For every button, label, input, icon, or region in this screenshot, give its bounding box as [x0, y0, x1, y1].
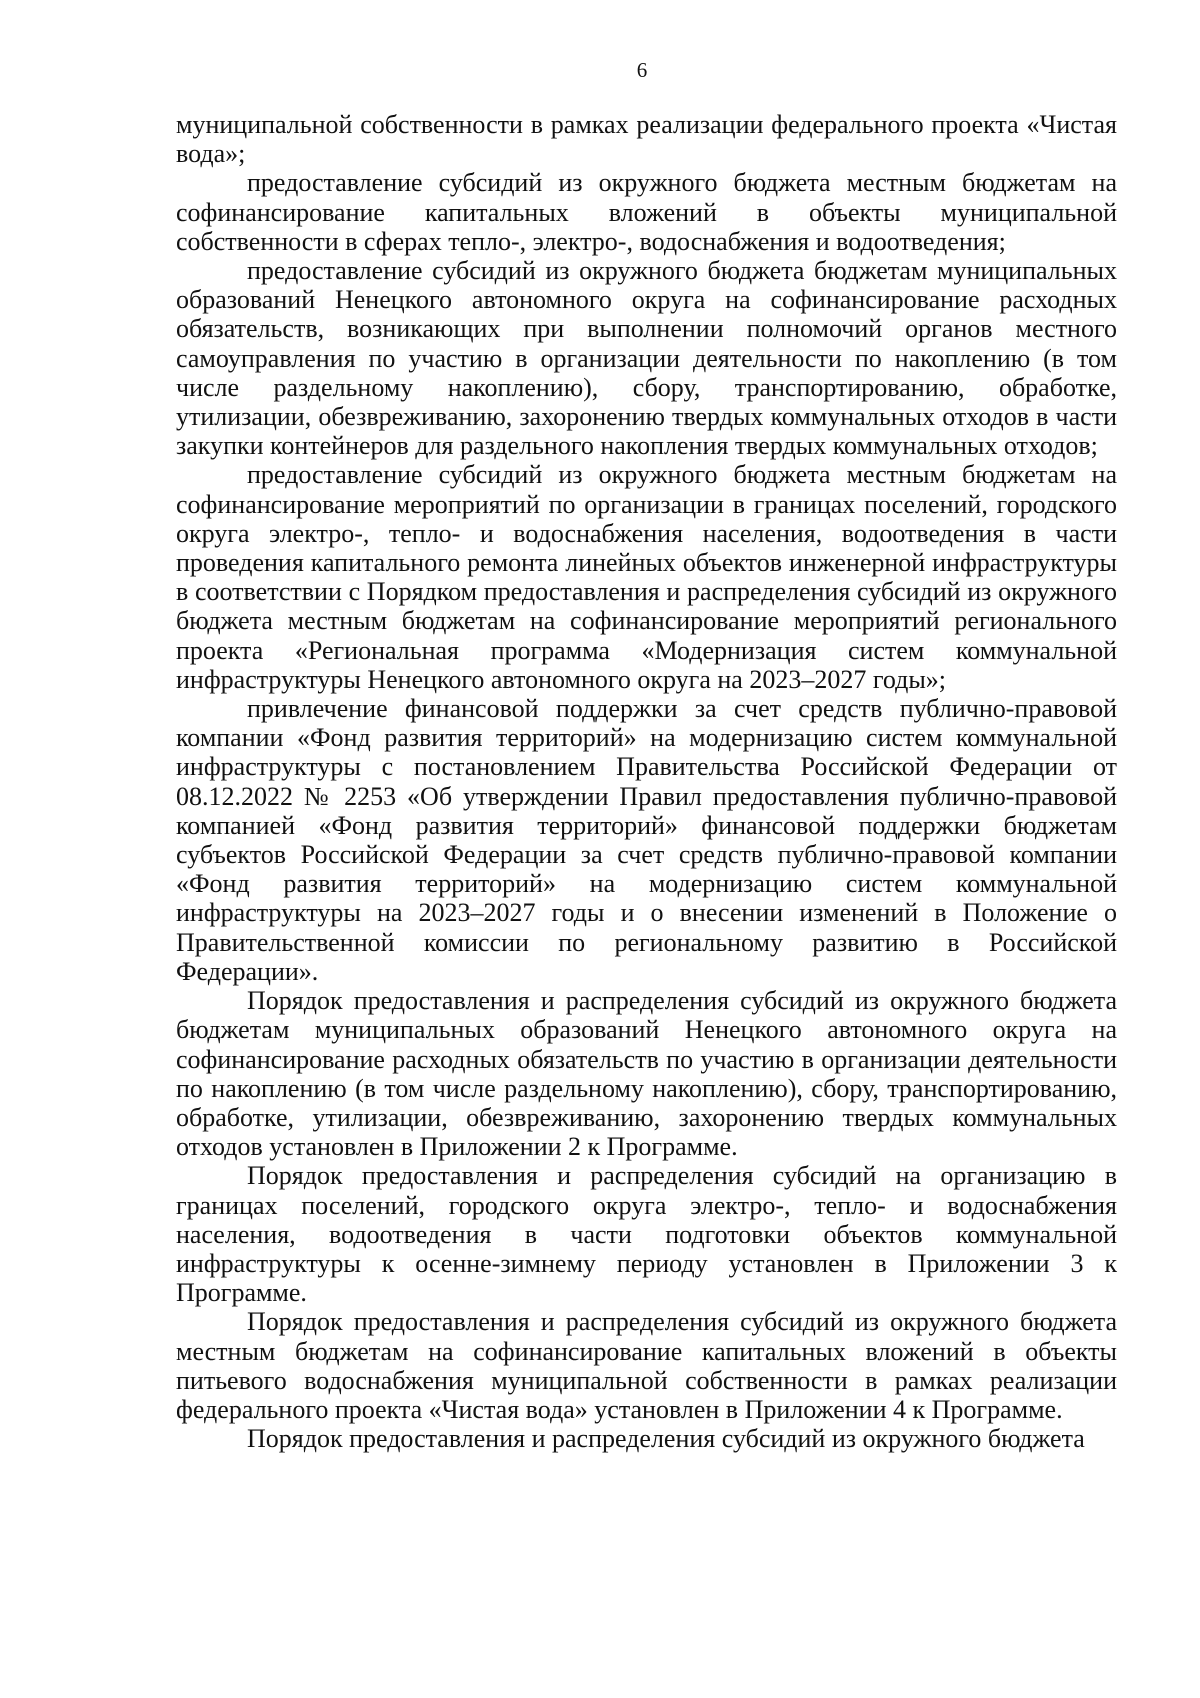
paragraph-5: привлечение финансовой поддержки за счет средств публично-правовой компании «Фонд развития территорий» на модернизацию систем коммунальной инфраструктуры с постановлением Правительства Российской Федерации от 08.12.2022 № 2253 «Об утверждении Правил предоставления публично-правовой компанией «Фонд развития территорий» финансовой поддержки бюджетам субъектов Российской Федерации за счет средств публично-правовой компании «Фонд развития территорий» на модернизацию систем коммунальной инфраструктуры на 2023–2027 годы и о внесении изменений в Положение о Правительственной комиссии по региональному развитию в Российской Федерации». — [176, 694, 1117, 986]
page-number: 6 — [636, 58, 648, 82]
paragraph-9: Порядок предоставления и распределения субсидий из окружного бюджета — [247, 1424, 1085, 1454]
paragraph-4: предоставление субсидий из окружного бюджета местным бюджетам на софинансирование мероприятий по организации в границах поселений, городского округа электро-, тепло- и водоснабжения населения, водоотведения в части проведения капитального ремонта линейных объектов инженерной инфраструктуры в соответствии с Порядком предоставления и распределения субсидий из окружного бюджета местным бюджетам на софинансирование мероприятий регионального проекта «Региональная программа «Модернизация систем коммунальной инфраструктуры Ненецкого автономного округа на 2023–2027 годы»; — [176, 460, 1117, 694]
paragraph-2: предоставление субсидий из окружного бюджета местным бюджетам на софинансирование капитальных вложений в объекты муниципальной собственности в сферах тепло-, электро-, водоснабжения и водоотведения; — [176, 168, 1117, 256]
paragraph-6: Порядок предоставления и распределения субсидий из окружного бюджета бюджетам муниципальных образований Ненецкого автономного округа на софинансирование расходных обязательств по участию в организации деятельности по накоплению (в том числе раздельному накоплению), сбору, транспортированию, обработке, утилизации, обезвреживанию, захоронению твердых коммунальных отходов установлен в Приложении 2 к Программе. — [176, 986, 1117, 1162]
paragraph-1: муниципальной собственности в рамках реализации федерального проекта «Чистая вода»; — [176, 110, 1117, 169]
paragraph-7: Порядок предоставления и распределения субсидий на организацию в границах поселений, городского округа электро-, тепло- и водоснабжения населения, водоотведения в части подготовки объектов коммунальной инфраструктуры к осенне-зимнему периоду установлен в Приложении 3 к Программе. — [176, 1161, 1117, 1308]
paragraph-3: предоставление субсидий из окружного бюджета бюджетам муниципальных образований Ненецкого автономного округа на софинансирование расходных обязательств, возникающих при выполнении полномочий органов местного самоуправления по участию в организации деятельности по накоплению (в том числе раздельному накоплению), сбору, транспортированию, обработке, утилизации, обезвреживанию, захоронению твердых коммунальных отходов в части закупки контейнеров для раздельного накопления твердых коммунальных отходов; — [176, 256, 1117, 461]
paragraph-8: Порядок предоставления и распределения субсидий из окружного бюджета местным бюджетам на софинансирование капитальных вложений в объекты питьевого водоснабжения муниципальной собственности в рамках реализации федерального проекта «Чистая вода» установлен в Приложении 4 к Программе. — [176, 1307, 1117, 1424]
document-body — [176, 110, 1117, 1453]
